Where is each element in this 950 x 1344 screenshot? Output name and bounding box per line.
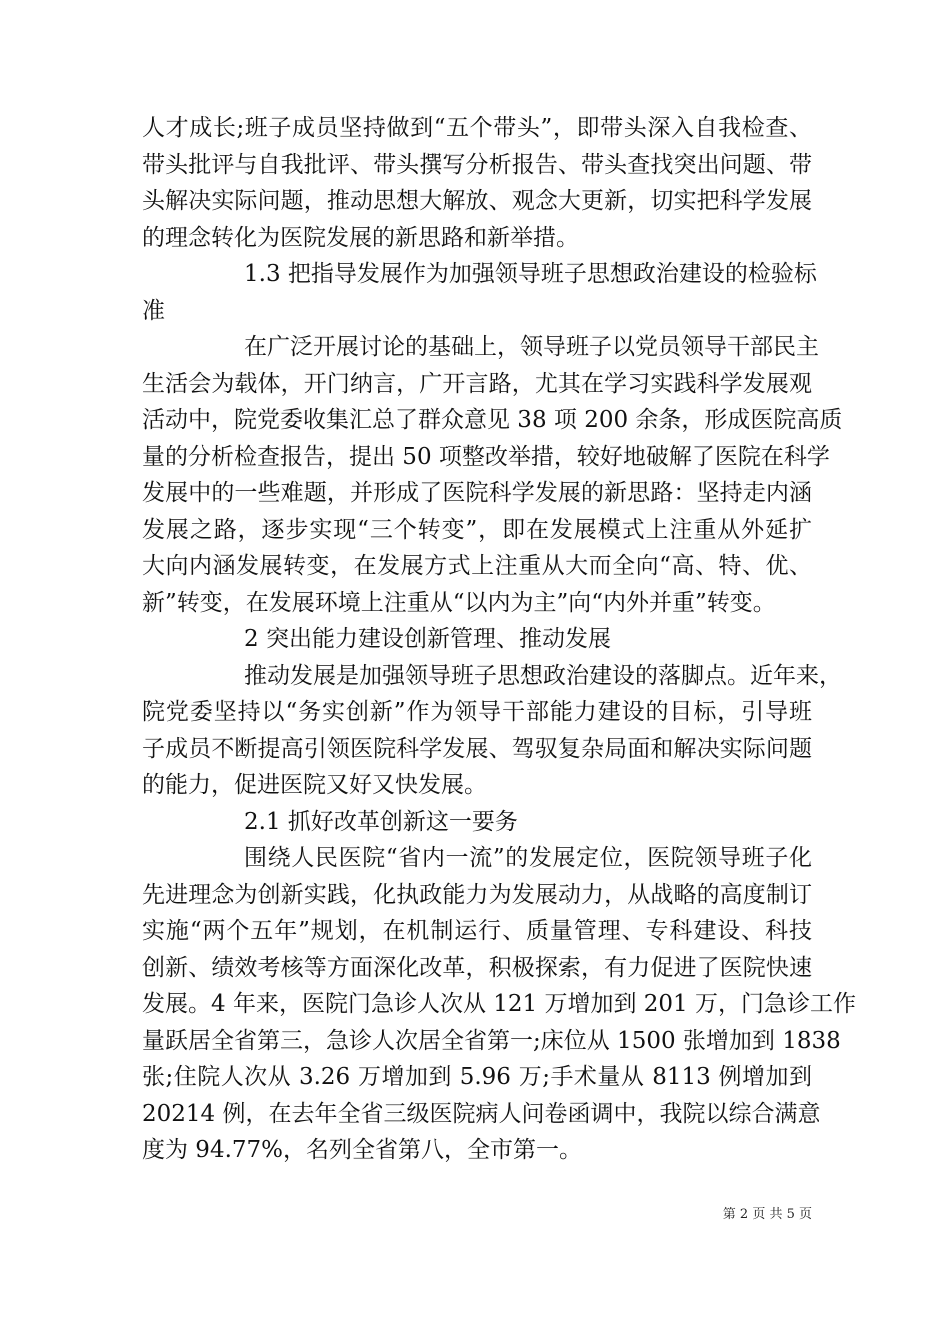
section-heading-1-3 bbox=[142, 256, 817, 329]
paragraph-continued bbox=[142, 110, 812, 256]
text-line: 围绕人民医院“省内一流”的发展定位，医院领导班子化 bbox=[244, 845, 812, 871]
text-line: 发展之路，逐步实现“三个转变”，即在发展模式上注重从外延扩 bbox=[142, 516, 812, 543]
text-line: 张;住院人次从 3.26 万增加到 5.96 万;手术量从 8113 例增加到 bbox=[142, 1064, 812, 1090]
text-line: 活动中，院党委收集汇总了群众意见 38 项 200 余条，形成医院高质 bbox=[142, 407, 843, 433]
text-line: 的理念转化为医院发展的新思路和新举措。 bbox=[142, 224, 579, 251]
text-line: 大向内涵发展转变，在发展方式上注重从大而全向“高、特、优、 bbox=[142, 553, 812, 579]
text-line: 发展。4 年来，医院门急诊人次从 121 万增加到 201 万，门急诊工作 bbox=[142, 991, 856, 1017]
text-line: 子成员不断提高引领医院科学发展、驾驭复杂局面和解决实际问题 bbox=[142, 735, 812, 762]
paragraph bbox=[142, 840, 856, 1169]
text-line: 量跃居全省第三，急诊人次居全省第一;床位从 1500 张增加到 1838 bbox=[142, 1027, 841, 1054]
section-heading-2 bbox=[142, 621, 812, 658]
text-line: 带头批评与自我批评、带头撰写分析报告、带头查找突出问题、带 bbox=[142, 151, 812, 178]
document-body bbox=[142, 110, 856, 1169]
paragraph bbox=[142, 658, 842, 804]
heading-line: 1.3 把指导发展作为加强领导班子思想政治建设的检验标 bbox=[244, 261, 817, 287]
section-heading-2-1 bbox=[142, 804, 812, 841]
text-line: 的能力，促进医院又好又快发展。 bbox=[142, 772, 487, 798]
text-line: 先进理念为创新实践，化执政能力为发展动力，从战略的高度制订 bbox=[142, 881, 812, 908]
text-line: 院党委坚持以“务实创新”作为领导干部能力建设的目标，引导班 bbox=[142, 699, 812, 725]
heading-line: 2.1 抓好改革创新这一要务 bbox=[244, 808, 518, 835]
text-line: 量的分析检查报告，提出 50 项整改举措，较好地破解了医院在科学 bbox=[142, 443, 830, 470]
heading-line: 2 突出能力建设创新管理、推动发展 bbox=[244, 626, 611, 652]
text-line: 在广泛开展讨论的基础上，领导班子以党员领导干部民主 bbox=[244, 334, 819, 360]
text-line: 20214 例，在去年全省三级医院病人问卷函调中，我院以综合满意 bbox=[142, 1100, 821, 1127]
heading-line: 准 bbox=[142, 297, 165, 324]
text-line: 创新、绩效考核等方面深化改革，积极探索，有力促进了医院快速 bbox=[142, 954, 812, 981]
text-line: 实施“两个五年”规划，在机制运行、质量管理、专科建设、科技 bbox=[142, 918, 812, 944]
page-number: 第 2 页 共 5 页 bbox=[722, 1207, 812, 1222]
paragraph bbox=[142, 329, 843, 621]
text-line: 推动发展是加强领导班子思想政治建设的落脚点。近年来， bbox=[244, 662, 842, 689]
text-line: 生活会为载体，开门纳言，广开言路，尤其在学习实践科学发展观 bbox=[142, 370, 812, 397]
text-line: 发展中的一些难题，并形成了医院科学发展的新思路：坚持走内涵 bbox=[142, 480, 812, 506]
text-line: 头解决实际问题，推动思想大解放、观念大更新，切实把科学发展 bbox=[142, 188, 812, 214]
text-line: 新”转变，在发展环境上注重从“以内为主”向“内外并重”转变。 bbox=[142, 589, 776, 616]
text-line: 人才成长;班子成员坚持做到“五个带头”，即带头深入自我检查、 bbox=[142, 115, 812, 141]
text-line: 度为 94.77%，名列全省第八，全市第一。 bbox=[142, 1137, 583, 1163]
